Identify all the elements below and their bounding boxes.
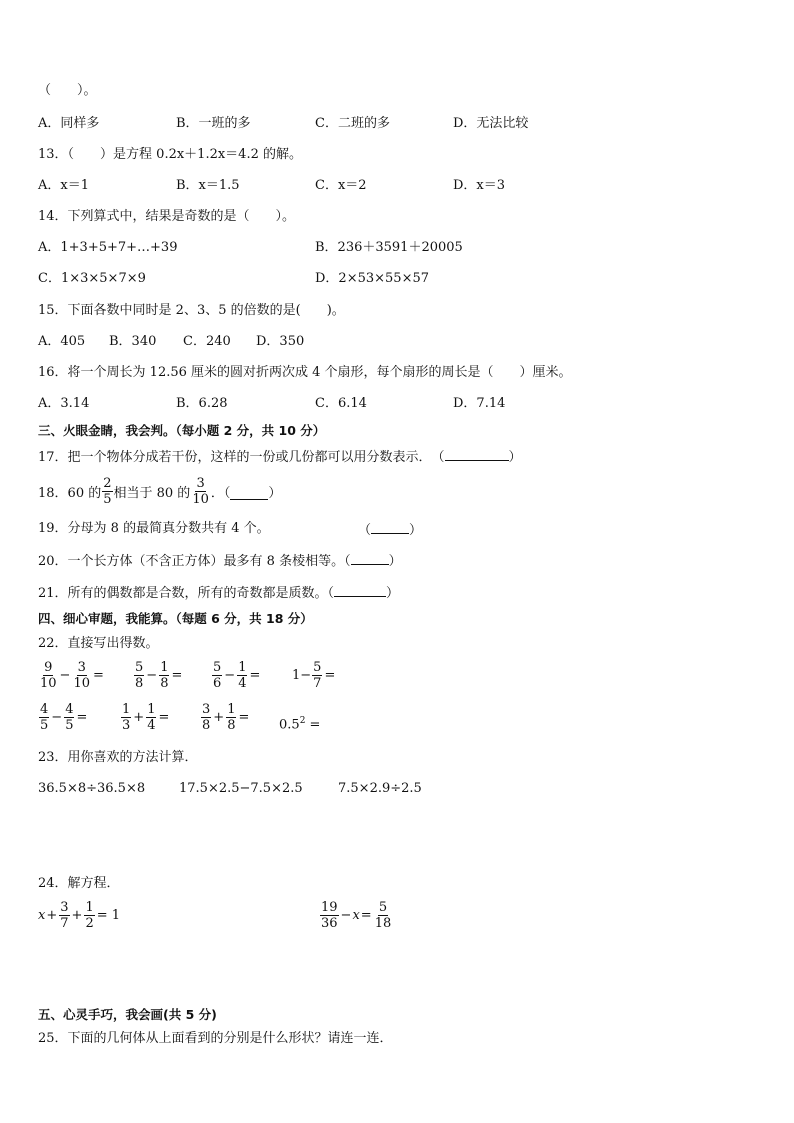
q22-expr-7 [200,702,250,733]
q18-fraction-1 [102,476,112,507]
e3-a-den: 6 [213,676,222,691]
q21-statement [38,584,399,602]
q25-stem: 25．下面的几何体从上面看到的分别是什么形状？请连一连． [38,1031,393,1046]
q22-expr-2 [133,660,183,691]
e2-a-den: 8 [135,676,144,691]
q19-close: ） [409,523,423,538]
e5-b-den: 5 [65,718,74,733]
eq2-b-den: 18 [374,916,392,931]
q13-option-b[interactable]: B．x＝1.5 [176,178,240,193]
q13-option-c[interactable]: C．x＝2 [315,178,367,193]
q22-expr-1 [38,660,105,691]
q12-option-d[interactable]: D．无法比较 [453,116,529,131]
q21-answer-blank[interactable] [334,584,386,597]
q12-option-c[interactable]: C．二班的多 [315,116,390,131]
q15-option-a[interactable]: A．405 [38,334,86,349]
q14-stem: 14．下列算式中，结果是奇数的是（ ）。 [38,209,296,224]
section-3-title: 三、火眼金睛，我会判。（每小题 2 分，共 10 分） [38,423,326,438]
q15-option-d[interactable]: D．350 [256,334,305,349]
q14-option-c[interactable]: C．1×3×5×7×9 [38,271,146,286]
e6-eq: = [158,710,170,725]
eq1-b-den: 2 [85,916,94,931]
eq1-rhs: = 1 [96,908,121,923]
e8-exp: 2 [299,716,306,726]
eq2-b-num: 5 [378,900,388,915]
e7-b-den: 8 [227,718,236,733]
q17-close: ） [508,450,522,465]
q18-pre: 18．60 的 [38,486,102,501]
q14-option-b[interactable]: B．236＋3591＋20005 [315,240,463,255]
e2-b-den: 8 [160,676,169,691]
q16-stem: 16．将一个周长为 12.56 厘米的圆对折两次成 4 个扇形，每个扇形的周长是（ ）厘米。 [38,365,572,380]
q19-statement-text: 19．分母为 8 的最简真分数共有 4 个。 [38,521,270,536]
e6-b-num: 1 [147,702,156,717]
q22-stem: 22．直接写出得数。 [38,636,159,651]
q20-close: ） [388,554,402,569]
q23-stem: 23．用你喜欢的方法计算． [38,750,198,765]
e6-a-den: 3 [122,718,131,733]
q18-close: ） [268,486,282,501]
q18-answer-blank[interactable] [230,487,268,500]
q23-expr-3: 7.5×2.9÷2.5 [338,781,422,796]
e1-eq: = [93,668,104,683]
q19-open: （ [358,523,372,538]
q20-text: 20．一个长方体（不含正方体）最多有 8 条棱相等。（ [38,554,351,569]
e2-op: − [146,668,158,683]
e5-eq: = [76,710,88,725]
e2-eq: = [171,668,183,683]
eq1-a-den: 7 [60,916,69,931]
e7-eq: = [238,710,250,725]
q20-answer-blank[interactable] [351,552,389,565]
q16-option-b[interactable]: B．6.28 [176,396,228,411]
q17-text: 17．把一个物体分成若干份，这样的一份或几份都可以用分数表示． （ [38,450,445,465]
e6-op: + [133,710,145,725]
e8-base: 0.5 [279,717,300,733]
q18-statement [38,476,281,507]
e1-op: − [59,668,71,683]
q23-expr-1: 36.5×8÷36.5×8 [38,781,146,796]
e5-op: − [51,710,63,725]
section-4-title: 四、细心审题，我能算。（每题 6 分，共 18 分） [38,611,313,626]
e3-eq: = [249,668,261,683]
e1-a-den: 10 [40,676,57,691]
e1-b-num: 3 [77,660,86,675]
q22-expr-3 [211,660,261,691]
e3-op: − [224,668,236,683]
q24-stem: 24．解方程． [38,876,120,891]
eq2-eq: = [360,908,372,923]
eq2-minus: − [340,908,352,923]
e7-a-den: 8 [202,718,211,733]
eq1-plus1: + [46,908,58,923]
q19-answer-blank[interactable] [371,521,409,534]
e7-a-num: 3 [202,702,211,717]
eq2-a-num: 19 [321,900,338,915]
eq2-x: x [352,908,360,923]
q16-option-a[interactable]: A．3.14 [38,396,90,411]
q18-fraction-2 [191,476,210,507]
eq1-plus2: + [71,908,83,923]
e4-b-den: 7 [313,676,322,691]
q21-text: 21．所有的偶数都是合数，所有的奇数都是质数。（ [38,586,335,601]
section-5-title: 五、心灵手巧，我会画(共 5 分) [38,1007,217,1022]
q22-expr-6 [120,702,170,733]
e2-a-num: 5 [135,660,144,675]
q13-option-a[interactable]: A．x＝1 [38,178,89,193]
e3-b-den: 4 [238,676,247,691]
q17-statement [38,448,522,466]
e4-eq: = [324,668,336,683]
q12-option-a[interactable]: A．同样多 [38,116,100,131]
q19-answer [358,521,422,539]
eq1-x: x [38,908,46,923]
q23-expr-2: 17.5×2.5−7.5×2.5 [179,781,303,796]
e4-pre: 1− [292,668,312,683]
q21-close: ） [386,586,400,601]
q22-expr-5 [38,702,88,733]
q17-answer-blank[interactable] [445,448,509,461]
q18-mid: 相当于 80 的 [113,486,191,501]
eq1-a-num: 3 [60,900,69,915]
q14-option-d[interactable]: D．2×53×55×57 [315,271,429,286]
e7-b-num: 1 [227,702,236,717]
q15-stem: 15．下面各数中同时是 2、3、5 的倍数的是( )。 [38,303,345,318]
eq1-b-num: 1 [85,900,94,915]
q18-frac1-num: 2 [103,476,112,491]
q12-tail: （ ）。 [38,83,97,98]
q13-stem: 13．（ ）是方程 0.2x＋1.2x＝4.2 的解。 [38,147,302,162]
e6-a-num: 1 [122,702,131,717]
e1-b-den: 10 [73,676,90,691]
e1-a-num: 9 [44,660,53,675]
e5-b-num: 4 [65,702,74,717]
e7-op: + [213,710,225,725]
eq2-a-den: 36 [321,916,338,931]
q22-expr-8 [279,713,320,733]
q15-option-c[interactable]: C．240 [183,334,231,349]
e5-a-num: 4 [40,702,49,717]
e6-b-den: 4 [147,718,156,733]
q15-option-b[interactable]: B．340 [109,334,157,349]
e3-b-num: 1 [238,660,247,675]
q24-equation-2 [319,900,393,931]
q18-frac2-num: 3 [196,476,205,491]
q18-frac2-den: 10 [192,492,209,507]
q12-option-b[interactable]: B．一班的多 [176,116,251,131]
e5-a-den: 5 [40,718,49,733]
q18-post: ．（ [210,486,231,501]
e4-b-num: 5 [313,660,322,675]
e2-b-num: 1 [160,660,169,675]
q20-statement [38,552,402,570]
q14-option-a[interactable]: A．1+3+5+7+…+39 [38,240,178,255]
q16-option-d[interactable]: D．7.14 [453,396,506,411]
q16-option-c[interactable]: C．6.14 [315,396,367,411]
q18-frac1-den: 5 [103,492,112,507]
q22-expr-4 [292,660,336,691]
q13-option-d[interactable]: D．x＝3 [453,178,506,193]
e3-a-num: 5 [213,660,222,675]
q24-equation-1 [38,900,121,931]
e8-eq: = [305,717,321,733]
